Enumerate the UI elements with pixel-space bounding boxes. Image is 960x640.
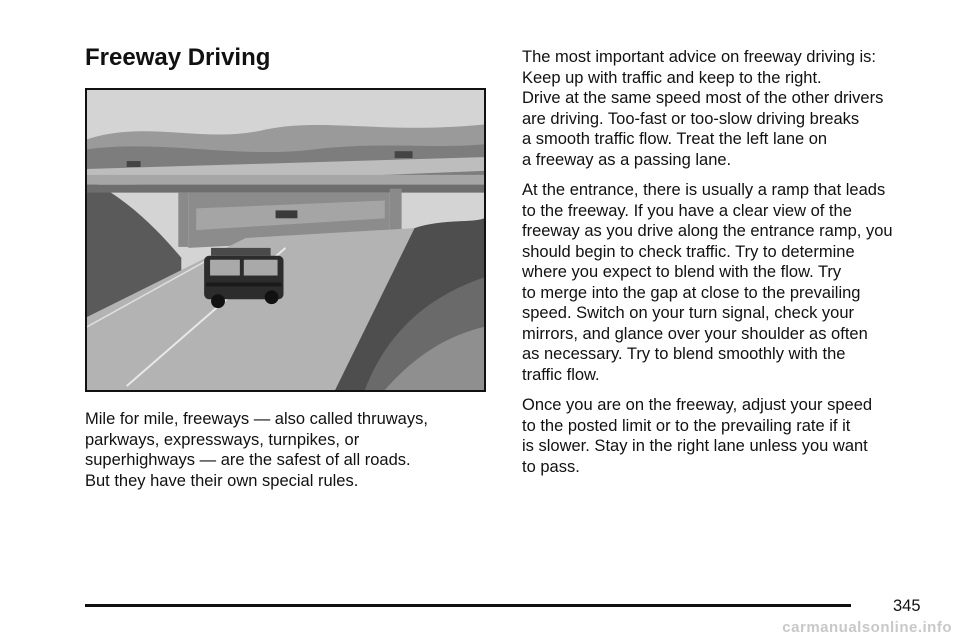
text-line: superhighways — are the safest of all roads.	[85, 451, 411, 469]
footer-rule	[85, 604, 851, 607]
text-line: But they have their own special rules.	[85, 471, 359, 490]
text-line: Mile for mile, freeways — also called thruways,	[85, 410, 428, 428]
text-line: a smooth traffic flow. Treat the left lane on	[522, 130, 828, 148]
text-line: to the posted limit or to the prevailing rate if it	[522, 416, 851, 435]
text-line: speed. Switch on your turn signal, check your	[522, 304, 855, 322]
page-number: 345	[893, 597, 921, 615]
text-line: should begin to check traffic. Try to determine	[522, 242, 855, 261]
text-line: a freeway as a passing lane.	[522, 150, 732, 169]
text-line: traffic flow.	[522, 365, 600, 384]
text-line: to the freeway. If you have a clear view of the	[522, 201, 852, 220]
text-line: freeway as you drive along the entrance ramp, you	[522, 222, 893, 240]
intro-paragraph	[85, 409, 485, 491]
text-line: Keep up with traffic and keep to the right.	[522, 68, 822, 87]
watermark: carmanualsonline.info	[782, 619, 952, 636]
text-line: to merge into the gap at close to the prevailing	[522, 283, 861, 302]
text-line: At the entrance, there is usually a ramp that leads	[522, 181, 886, 199]
text-line: Once you are on the freeway, adjust your speed	[522, 396, 873, 414]
advice-paragraph	[522, 47, 932, 170]
text-line: to pass.	[522, 457, 580, 476]
entrance-paragraph	[522, 180, 932, 385]
text-line: are driving. Too-fast or too-slow driving breaks	[522, 109, 860, 128]
text-line: mirrors, and glance over your shoulder as often	[522, 324, 868, 343]
text-line: as necessary. Try to blend smoothly with the	[522, 345, 846, 363]
right-column	[522, 47, 932, 487]
on-freeway-paragraph	[522, 395, 932, 477]
text-line: where you expect to blend with the flow. Try	[522, 263, 842, 281]
freeway-illustration	[85, 88, 486, 392]
text-line: parkways, expressways, turnpikes, or	[85, 430, 360, 449]
text-line: is slower. Stay in the right lane unless you want	[522, 437, 868, 455]
page-title: Freeway Driving	[85, 44, 271, 71]
text-line: The most important advice on freeway driving is:	[522, 48, 876, 66]
text-line: Drive at the same speed most of the other drivers	[522, 89, 884, 107]
